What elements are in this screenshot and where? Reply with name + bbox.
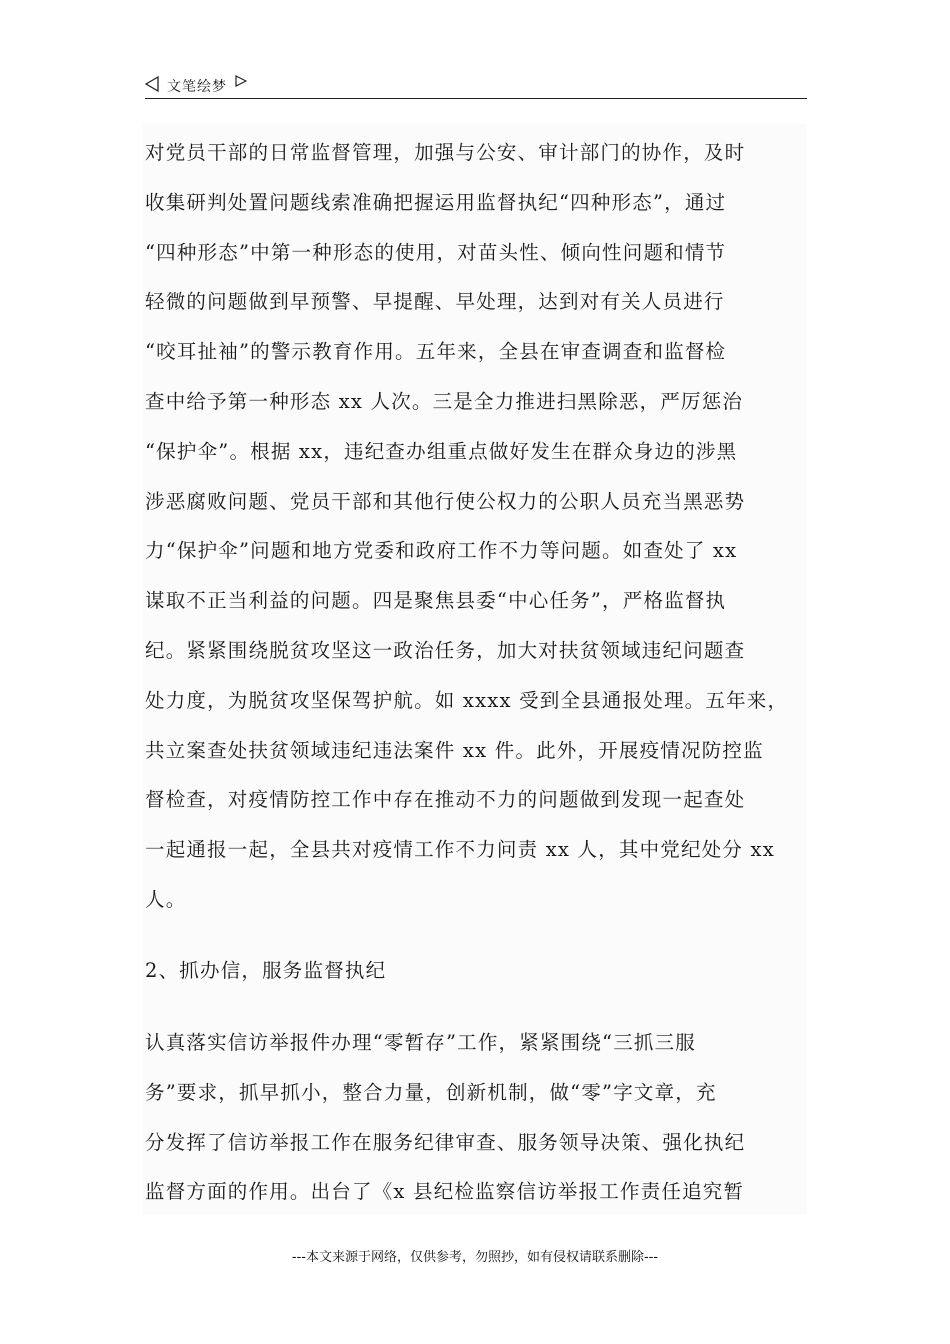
paragraph-line: 监督方面的作用。出台了《x 县纪检监察信访举报工作责任追究暂 xyxy=(145,1180,745,1204)
paragraph-line: 涉恶腐败问题、党员干部和其他行使公权力的公职人员充当黑恶势 xyxy=(145,489,746,513)
paragraph-line: 轻微的问题做到早预警、早提醒、早处理，达到对有关人员进行 xyxy=(145,290,725,314)
section-heading xyxy=(145,946,825,996)
paragraph-line: 查中给予第一种形态 xx 人次。三是全力推进扫黑除恶，严厉惩治 xyxy=(145,389,744,413)
paragraph-line: 收集研判处置问题线索准确把握运用监督执纪“四种形态”，通过 xyxy=(145,190,727,214)
paragraph-line: 纪。紧紧围绕脱贫攻坚这一政治任务，加大对扶贫领域违纪问题查 xyxy=(145,638,746,662)
page-header xyxy=(145,74,807,99)
paragraph-line: 分发挥了信访举报工作在服务纪律审查、服务领导决策、强化执纪 xyxy=(145,1130,746,1154)
paragraph-line: 认真落实信访举报件办理“零暂存”工作，紧紧围绕“三抓三服 xyxy=(145,1031,697,1054)
section-heading-text: 2、抓办信，服务监督执纪 xyxy=(145,959,387,982)
paragraph-line: “四种形态”中第一种形态的使用，对苗头性、倾向性问题和情节 xyxy=(145,240,727,264)
paragraph-line: 谋取不正当利益的问题。四是聚焦县委“中心任务”，严格监督执 xyxy=(145,589,727,613)
paragraph-line: 对党员干部的日常监督管理，加强与公安、审计部门的协作，及时 xyxy=(145,141,746,164)
paragraph-line: 力“保护伞”问题和地方党委和政府工作不力等问题。如查处了 xx xyxy=(145,539,738,563)
body-paragraph-1 xyxy=(145,128,825,925)
paragraph-line: 督检查，对疫情防控工作中存在推动不力的问题做到发现一起查处 xyxy=(145,788,746,812)
body-paragraph-2 xyxy=(145,1018,825,1217)
paragraph-line: 务”要求，抓早抓小，整合力量，创新机制，做“零”字文章，充 xyxy=(145,1080,717,1104)
paragraph-line: 一起通报一起，全县共对疫情工作不力问责 xx 人，其中党纪处分 xx xyxy=(145,838,775,862)
triangle-left-icon xyxy=(145,76,159,92)
footer-disclaimer: ---本文来源于网络，仅供参考，勿照抄，如有侵权请联系删除--- xyxy=(291,1250,659,1265)
header-brand: 文笔绘梦 xyxy=(167,79,227,95)
paragraph-line: 共立案查处扶贫领域违纪违法案件 xx 件。此外，开展疫情况防控监 xyxy=(145,738,764,762)
paragraph-line: 人。 xyxy=(145,887,187,911)
paragraph-line: “保护伞”。根据 xx，违纪查办组重点做好发生在群众身边的涉黑 xyxy=(145,439,738,463)
paragraph-line: 处力度，为脱贫攻坚保驾护航。如 xxxx 受到全县通报处理。五年来， xyxy=(145,688,789,712)
paragraph-line: “咬耳扯袖”的警示教育作用。五年来，全县在审查调查和监督检 xyxy=(145,340,727,364)
triangle-right-icon xyxy=(235,75,247,87)
